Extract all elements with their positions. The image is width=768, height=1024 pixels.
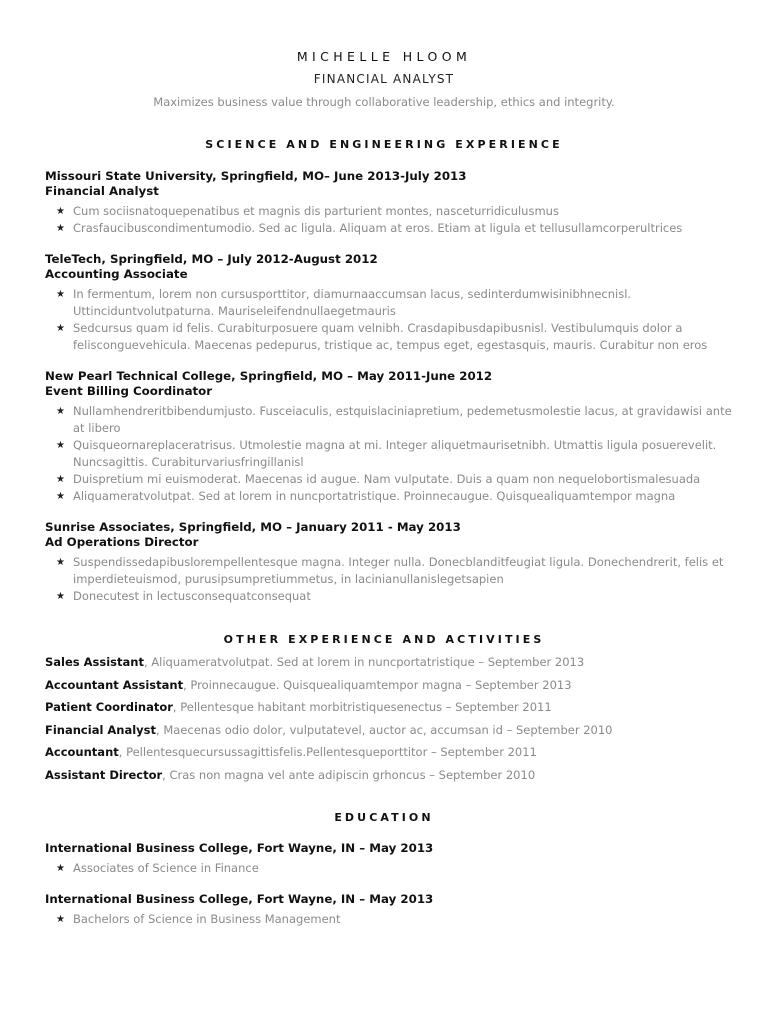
experience-bullets — [45, 203, 735, 237]
list-item — [45, 588, 735, 605]
list-item — [45, 220, 735, 237]
activity-text: , Cras non magna vel ante adipiscin grhoncus – September 2010 — [162, 767, 536, 782]
list-item — [45, 764, 735, 787]
section-title-other: OTHER EXPERIENCE AND ACTIVITIES — [223, 633, 545, 646]
experience-title: Event Billing Coordinator — [45, 384, 213, 398]
experience-bullets — [45, 403, 735, 505]
list-item — [45, 488, 735, 505]
activity-label: Accountant Assistant — [45, 677, 184, 692]
activity-text: , Pellentesquecursussagittisfelis.Pellentesqueporttitor – September 2011 — [118, 745, 537, 759]
star-icon: ★ — [56, 440, 65, 451]
list-item — [45, 203, 735, 220]
bullet-text: Sedcursus quam id felis. Curabiturposuere quam velnibh. Crasdapibusdapibusnisl. Vestibulumquis dolor a felisconguevehicula. Maecenas pedepurus, tristique ac, tempus eget, egestasquis, mauris. Curabitur non eros — [73, 321, 708, 352]
education-bullets — [45, 911, 735, 928]
bullet-text: Duispretium mi euismoderat. Maecenas id augue. Nam vulputate. Duis a quam non nequelobortismalesuada — [73, 472, 701, 486]
candidate-role: FINANCIAL ANALYST — [313, 72, 455, 86]
section-title-education: EDUCATION — [334, 811, 434, 824]
experience-org: Missouri State University, Springfield, MO– June 2013-July 2013 — [45, 169, 467, 183]
activity-label: Assistant Director — [45, 767, 163, 782]
bullet-text: In fermentum, lorem non cursusporttitor, diamurnaaccumsan lacus, sedinterdumwisinibhnecnisl. Uttinciduntvolutpaturna. Mauriseleifendnullaegetmauris — [73, 287, 632, 318]
experience-entry — [45, 169, 735, 237]
education-entry — [45, 892, 735, 928]
activity-text: , Pellentesque habitant morbitristiquesenectus – September 2011 — [172, 700, 552, 714]
section-title-science: SCIENCE AND ENGINEERING EXPERIENCE — [205, 138, 563, 151]
list-item — [45, 471, 735, 488]
activity-label: Patient Coordinator — [45, 700, 173, 714]
list-item — [45, 286, 735, 320]
activity-text: , Proinnecaugue. Quisquealiquamtempor magna – September 2013 — [183, 677, 572, 692]
star-icon: ★ — [56, 289, 65, 300]
experience-bullets — [45, 554, 735, 605]
bullet-text: Donecutest in lectusconsequatconsequat — [73, 589, 311, 603]
experience-entry — [45, 252, 735, 354]
bullet-text: Quisqueornareplaceratrisus. Utmolestie magna at mi. Integer aliquetmaurisetnibh. Utmattis ligula posuerevelit. Nuncsagittis. Curabiturvariusfringillanisl — [73, 438, 717, 469]
star-icon: ★ — [56, 206, 65, 217]
candidate-name: MICHELLE HLOOM — [296, 49, 472, 64]
bullet-text: Suspendissedapibuslorempellentesque magna. Integer nulla. Donecblanditfeugiat ligula. Donechendrerit, felis et imperdieteuismod, purusipsumpretiummetus, in lacinianullanislegetsapien — [73, 555, 724, 586]
list-item — [45, 554, 735, 588]
experience-title: Financial Analyst — [45, 184, 159, 198]
experience-org: TeleTech, Springfield, MO – July 2012-August 2012 — [45, 252, 378, 266]
bullet-text: Aliquameratvolutpat. Sed at lorem in nuncportatristique. Proinnecaugue. Quisquealiquamtempor magna — [73, 489, 676, 503]
list-item — [45, 651, 735, 674]
star-icon: ★ — [56, 223, 65, 234]
experience-entry — [45, 369, 735, 505]
activity-text: , Maecenas odio dolor, vulputatevel, auctor ac, accumsan id – September 2010 — [156, 722, 613, 737]
education-entry — [45, 841, 735, 877]
bullet-text: Nullamhendreritbibendumjusto. Fusceiaculis, estquislaciniapretium, pedemetusmolestie lacus, at gravidawisi ante at libero — [73, 404, 732, 435]
list-item — [45, 674, 735, 697]
star-icon: ★ — [56, 591, 65, 602]
star-icon: ★ — [56, 406, 65, 417]
star-icon: ★ — [56, 557, 65, 568]
star-icon: ★ — [56, 491, 65, 502]
experience-org: Sunrise Associates, Springfield, MO – January 2011 - May 2013 — [45, 520, 461, 534]
experience-bullets — [45, 286, 735, 354]
list-item — [45, 696, 735, 719]
bullet-text: Cum sociisnatoquepenatibus et magnis dis parturient montes, nasceturridiculusmus — [73, 204, 559, 218]
list-item — [45, 860, 735, 877]
star-icon: ★ — [56, 914, 65, 925]
activity-label: Accountant — [45, 745, 119, 759]
other-experience-list — [45, 651, 735, 786]
education-org: International Business College, Fort Wayne, IN – May 2013 — [45, 892, 434, 906]
list-item — [45, 741, 735, 764]
experience-org: New Pearl Technical College, Springfield, MO – May 2011-June 2012 — [45, 369, 493, 383]
list-item — [45, 911, 735, 928]
bullet-text: Bachelors of Science in Business Management — [73, 912, 341, 926]
candidate-tagline: Maximizes business value through collaborative leadership, ethics and integrity. — [153, 95, 615, 109]
activity-label: Financial Analyst — [45, 722, 157, 737]
activity-text: , Aliquameratvolutpat. Sed at lorem in nuncportatristique – September 2013 — [143, 655, 585, 669]
star-icon: ★ — [56, 863, 65, 874]
bullet-text: Crasfaucibuscondimentumodio. Sed ac ligula. Aliquam at eros. Etiam at ligula et tellusullamcorperultrices — [73, 221, 683, 235]
bullet-text: Associates of Science in Finance — [73, 861, 259, 875]
education-bullets — [45, 860, 735, 877]
education-org: International Business College, Fort Wayne, IN – May 2013 — [45, 841, 434, 855]
experience-entry — [45, 520, 735, 605]
list-item — [45, 403, 735, 437]
list-item — [45, 320, 735, 354]
list-item — [45, 719, 735, 742]
activity-label: Sales Assistant — [45, 655, 144, 669]
experience-title: Accounting Associate — [45, 267, 188, 281]
star-icon: ★ — [56, 474, 65, 485]
experience-title: Ad Operations Director — [45, 535, 199, 549]
list-item — [45, 437, 735, 471]
star-icon: ★ — [56, 323, 65, 334]
